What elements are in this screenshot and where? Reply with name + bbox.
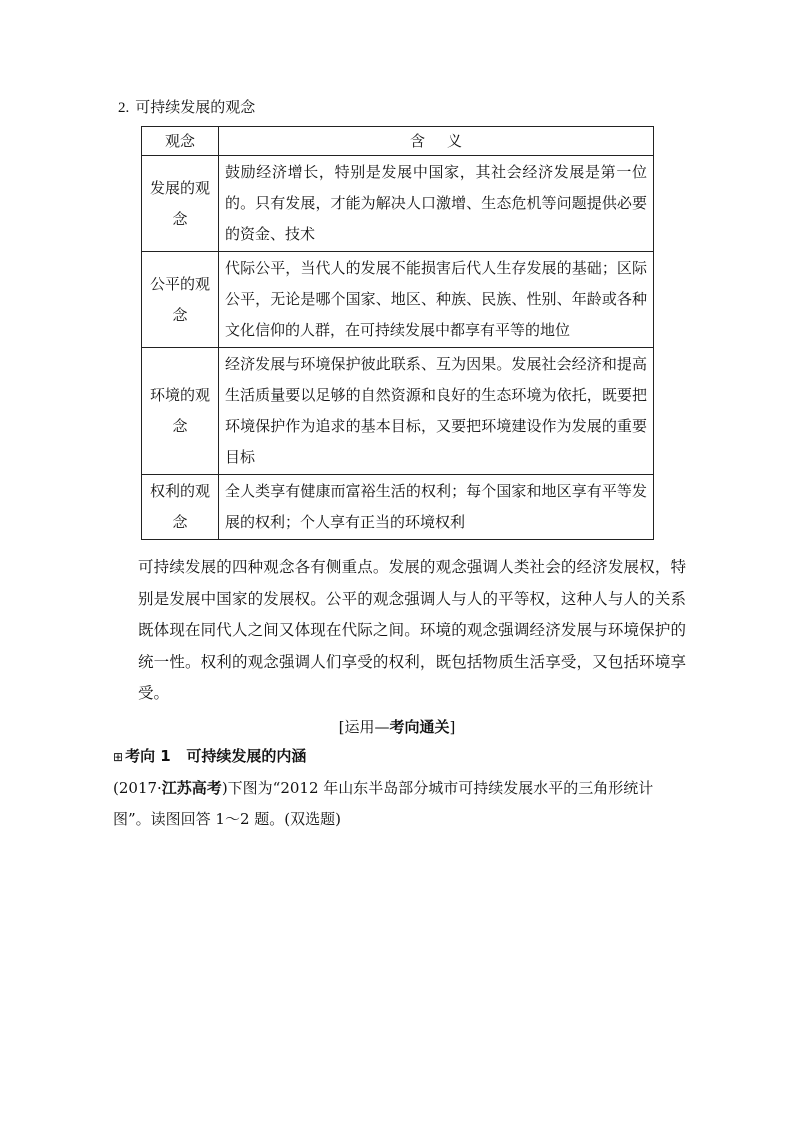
subhead-bracket-open: [ — [338, 718, 345, 736]
concept-meaning: 全人类享有健康而富裕生活的权利；每个国家和地区享有平等发展的权利；个人享有正当的环境权利 — [219, 475, 654, 540]
exam-direction-heading — [113, 745, 306, 766]
direction-title: 可持续发展的内涵 — [186, 747, 307, 765]
section-number: 2. — [118, 100, 130, 116]
table-row — [142, 348, 654, 475]
table-row — [142, 156, 654, 252]
concept-name: 发展的观念 — [142, 156, 219, 252]
question-stem — [113, 773, 683, 835]
table-row — [142, 252, 654, 348]
summary-paragraph: 可持续发展的四种观念各有侧重点。发展的观念强调人类社会的经济发展权，特别是发展中国家的发展权。公平的观念强调人与人的平等权，这种人与人的关系既体现在同代人之间又体现在代际之间。环境的观念强调经济发展与环境保护的统一性。权利的观念强调人们享受的权利，既包括物质生活享受，又包括环境享受。 — [138, 558, 686, 702]
header-concept: 观念 — [142, 127, 219, 156]
concepts-table — [141, 126, 654, 540]
section-title-text: 可持续发展的观念 — [135, 98, 256, 116]
question-text: 下图为“2012 年山东半岛部分城市可持续发展水平的三角形统计图”。读图回答 1～2 题。(双选题) — [113, 779, 654, 828]
question-source-close: ) — [221, 779, 228, 797]
header-meaning: 含义 — [219, 127, 654, 156]
section-subheading — [0, 716, 794, 737]
concept-meaning: 经济发展与环境保护彼此联系、互为因果。发展社会经济和提高生活质量要以足够的自然资源和良好的生态环境为依托，既要把环境保护作为追求的基本目标，又要把环境建设作为发展的重要目标 — [219, 348, 654, 475]
table-row — [142, 475, 654, 540]
table-header-row — [142, 127, 654, 156]
question-source: 江苏高考 — [161, 779, 222, 797]
concept-name: 环境的观念 — [142, 348, 219, 475]
question-year: (2017· — [113, 779, 162, 797]
concept-meaning: 代际公平，当代人的发展不能损害后代人生存发展的基础；区际公平，无论是哪个国家、地区、种族、民族、性别、年龄或各种文化信仰的人群，在可持续发展中都享有平等的地位 — [219, 252, 654, 348]
direction-label: 考向 1 — [125, 747, 171, 765]
section-title — [118, 96, 255, 117]
concept-name: 公平的观念 — [142, 252, 219, 348]
concept-name: 权利的观念 — [142, 475, 219, 540]
subhead-bracket-close: ] — [449, 718, 456, 736]
direction-marker-icon: ⊞ — [113, 750, 124, 764]
subhead-prefix: 运用— — [344, 718, 390, 736]
subhead-bold: 考向通关 — [389, 718, 450, 736]
concept-meaning: 鼓励经济增长，特别是发展中国家，其社会经济发展是第一位的。只有发展，才能为解决人口激增、生态危机等问题提供必要的资金、技术 — [219, 156, 654, 252]
